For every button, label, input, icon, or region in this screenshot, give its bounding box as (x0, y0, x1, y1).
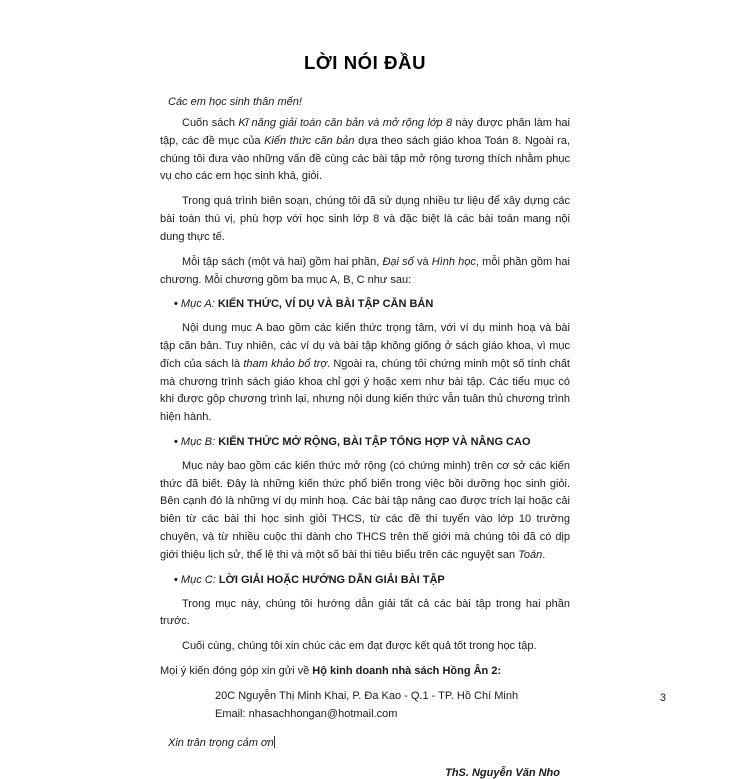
paragraph-8 (160, 663, 570, 681)
journal-italic: Toán (518, 548, 543, 561)
paragraph-2: Trong quá trình biên soạn, chúng tôi đã sử dụng nhiều tư liệu để xây dựng các bài toán thú vị, phù hợp với học sinh lớp 8 và đặc biệt là các bài toán mang nội dung thực tế. (160, 195, 570, 243)
p3-part-c: và (413, 255, 432, 268)
section-heading-c (160, 572, 570, 590)
paragraph-6: Trong mục này, chúng tôi hướng dẫn giải tất cả các bài tập trong hai phần trước. (160, 597, 570, 628)
greeting-line: Các em học sinh thân mến! (168, 96, 302, 108)
address-line-2: Email: nhasachhongan@hotmail.com (215, 707, 398, 720)
closing-text: Xin trân trọng cảm ơn (168, 737, 274, 750)
publisher-name: Hộ kinh doanh nhà sách Hồng Ân 2: (312, 664, 502, 677)
paragraph-3 (160, 254, 570, 290)
book-title-italic: Kĩ năng giải toán căn bản và mở rộng lớp 8 (238, 117, 453, 129)
p1-part-a: Cuốn sách (182, 117, 239, 129)
p8-part-a: Mọi ý kiến đóng góp xin gửi về (160, 664, 313, 677)
p4-part-c: . Ngoài ra, chúng tôi chứng minh một số tính chất mà chương trình sách giáo khoa chỉ gợi ý hoặc xem như bài tập. Các tiểu mục có khi được gộp chương trình lại, nhưng nội dung kiến thức vẫn tuân thủ chương trình hiện hành. (160, 357, 570, 424)
closing-line (160, 736, 570, 749)
section-b-title: KIẾN THỨC MỞ RỘNG, BÀI TẬP TỔNG HỢP VÀ NÂNG CAO (218, 436, 531, 448)
reference-italic: tham khảo bổ trợ (243, 357, 328, 370)
section-c-title: LỜI GIẢI HOẶC HƯỚNG DẪN GIẢI BÀI TẬP (218, 573, 445, 586)
section-name-italic: Kiến thức căn bản (264, 134, 355, 147)
p5-part-a: Mục này bao gồm các kiến thức mở rộng (có chứng minh) trên cơ sở các kiến thức đã biết. Đây là những kiến thức phổ biến trong việc bồi dưỡng học sinh giỏi. Bên cạnh đó là những ví dụ minh hoạ. Các bài tập nâng cao được trích lại hoặc cải biên từ các bài thi học sinh giỏi THCS, từ các đề thi tuyển vào lớp 10 trường chuyên, và từ nhiều cuộc thi dành cho THCS trên thế giới mà chúng tôi đã có dịp giới thiệu lịch sử, thể lệ thi và một số bài thi tiêu biểu trên các nguyệt san (160, 459, 570, 561)
section-heading-a (160, 296, 570, 314)
bullet-dot-icon: • (174, 298, 181, 311)
p1-part-e: dựa theo sách giáo khoa Toán 8. Ngoài ra, chúng tôi đưa vào những vấn đề cùng các bài tập mở rộng tương thích nhằm phục vụ cho các em học sinh khá, giỏi. (160, 134, 570, 183)
page-number: 3 (659, 692, 666, 704)
geometry-italic: Hình học (431, 255, 476, 268)
author-signature: ThS. Nguyễn Văn Nho (445, 767, 560, 779)
paragraph-5 (160, 458, 570, 565)
bullet-dot-icon: • (174, 436, 181, 448)
section-c-label: Mục C: (180, 573, 219, 586)
p1-part-c: này được phân làm hai tập, các đề mục của (160, 117, 570, 147)
bullet-dot-icon: • (174, 573, 181, 586)
p4-part-a: Nội dung mục A bao gồm các kiến thức trọng tâm, với ví dụ minh hoạ và bài tập căn bản. Tuy nhiên, các ví dụ và bài tập không giống ở sách giáo khoa, vì mục đích của sách là (160, 322, 570, 370)
section-a-title: KIẾN THỨC, VÍ DỤ VÀ BÀI TẬP CĂN BẢN (217, 298, 434, 311)
section-a-label: Mục A: (180, 298, 218, 311)
p5-part-c: . (542, 548, 546, 561)
algebra-italic: Đại số (382, 255, 414, 268)
text-cursor (274, 736, 275, 748)
paragraph-1 (160, 115, 570, 186)
p3-part-a: Mỗi tập sách (một và hai) gồm hai phần, (182, 255, 383, 268)
page-content (160, 52, 570, 779)
address-line-1: 20C Nguyễn Thị Minh Khai, P. Đa Kao - Q.1 - TP. Hồ Chí Minh (215, 689, 519, 702)
paragraph-4 (160, 320, 570, 427)
page-title: LỜI NÓI ĐẦU (303, 52, 427, 73)
paragraph-7: Cuối cùng, chúng tôi xin chúc các em đạt được kết quả tốt trong học tập. (182, 640, 537, 653)
section-b-label: Mục B: (180, 436, 219, 448)
p3-part-e: , mỗi phần gồm hai chương. Mỗi chương gồm ba mục A, B, C như sau: (160, 255, 570, 286)
section-heading-b (160, 434, 570, 452)
